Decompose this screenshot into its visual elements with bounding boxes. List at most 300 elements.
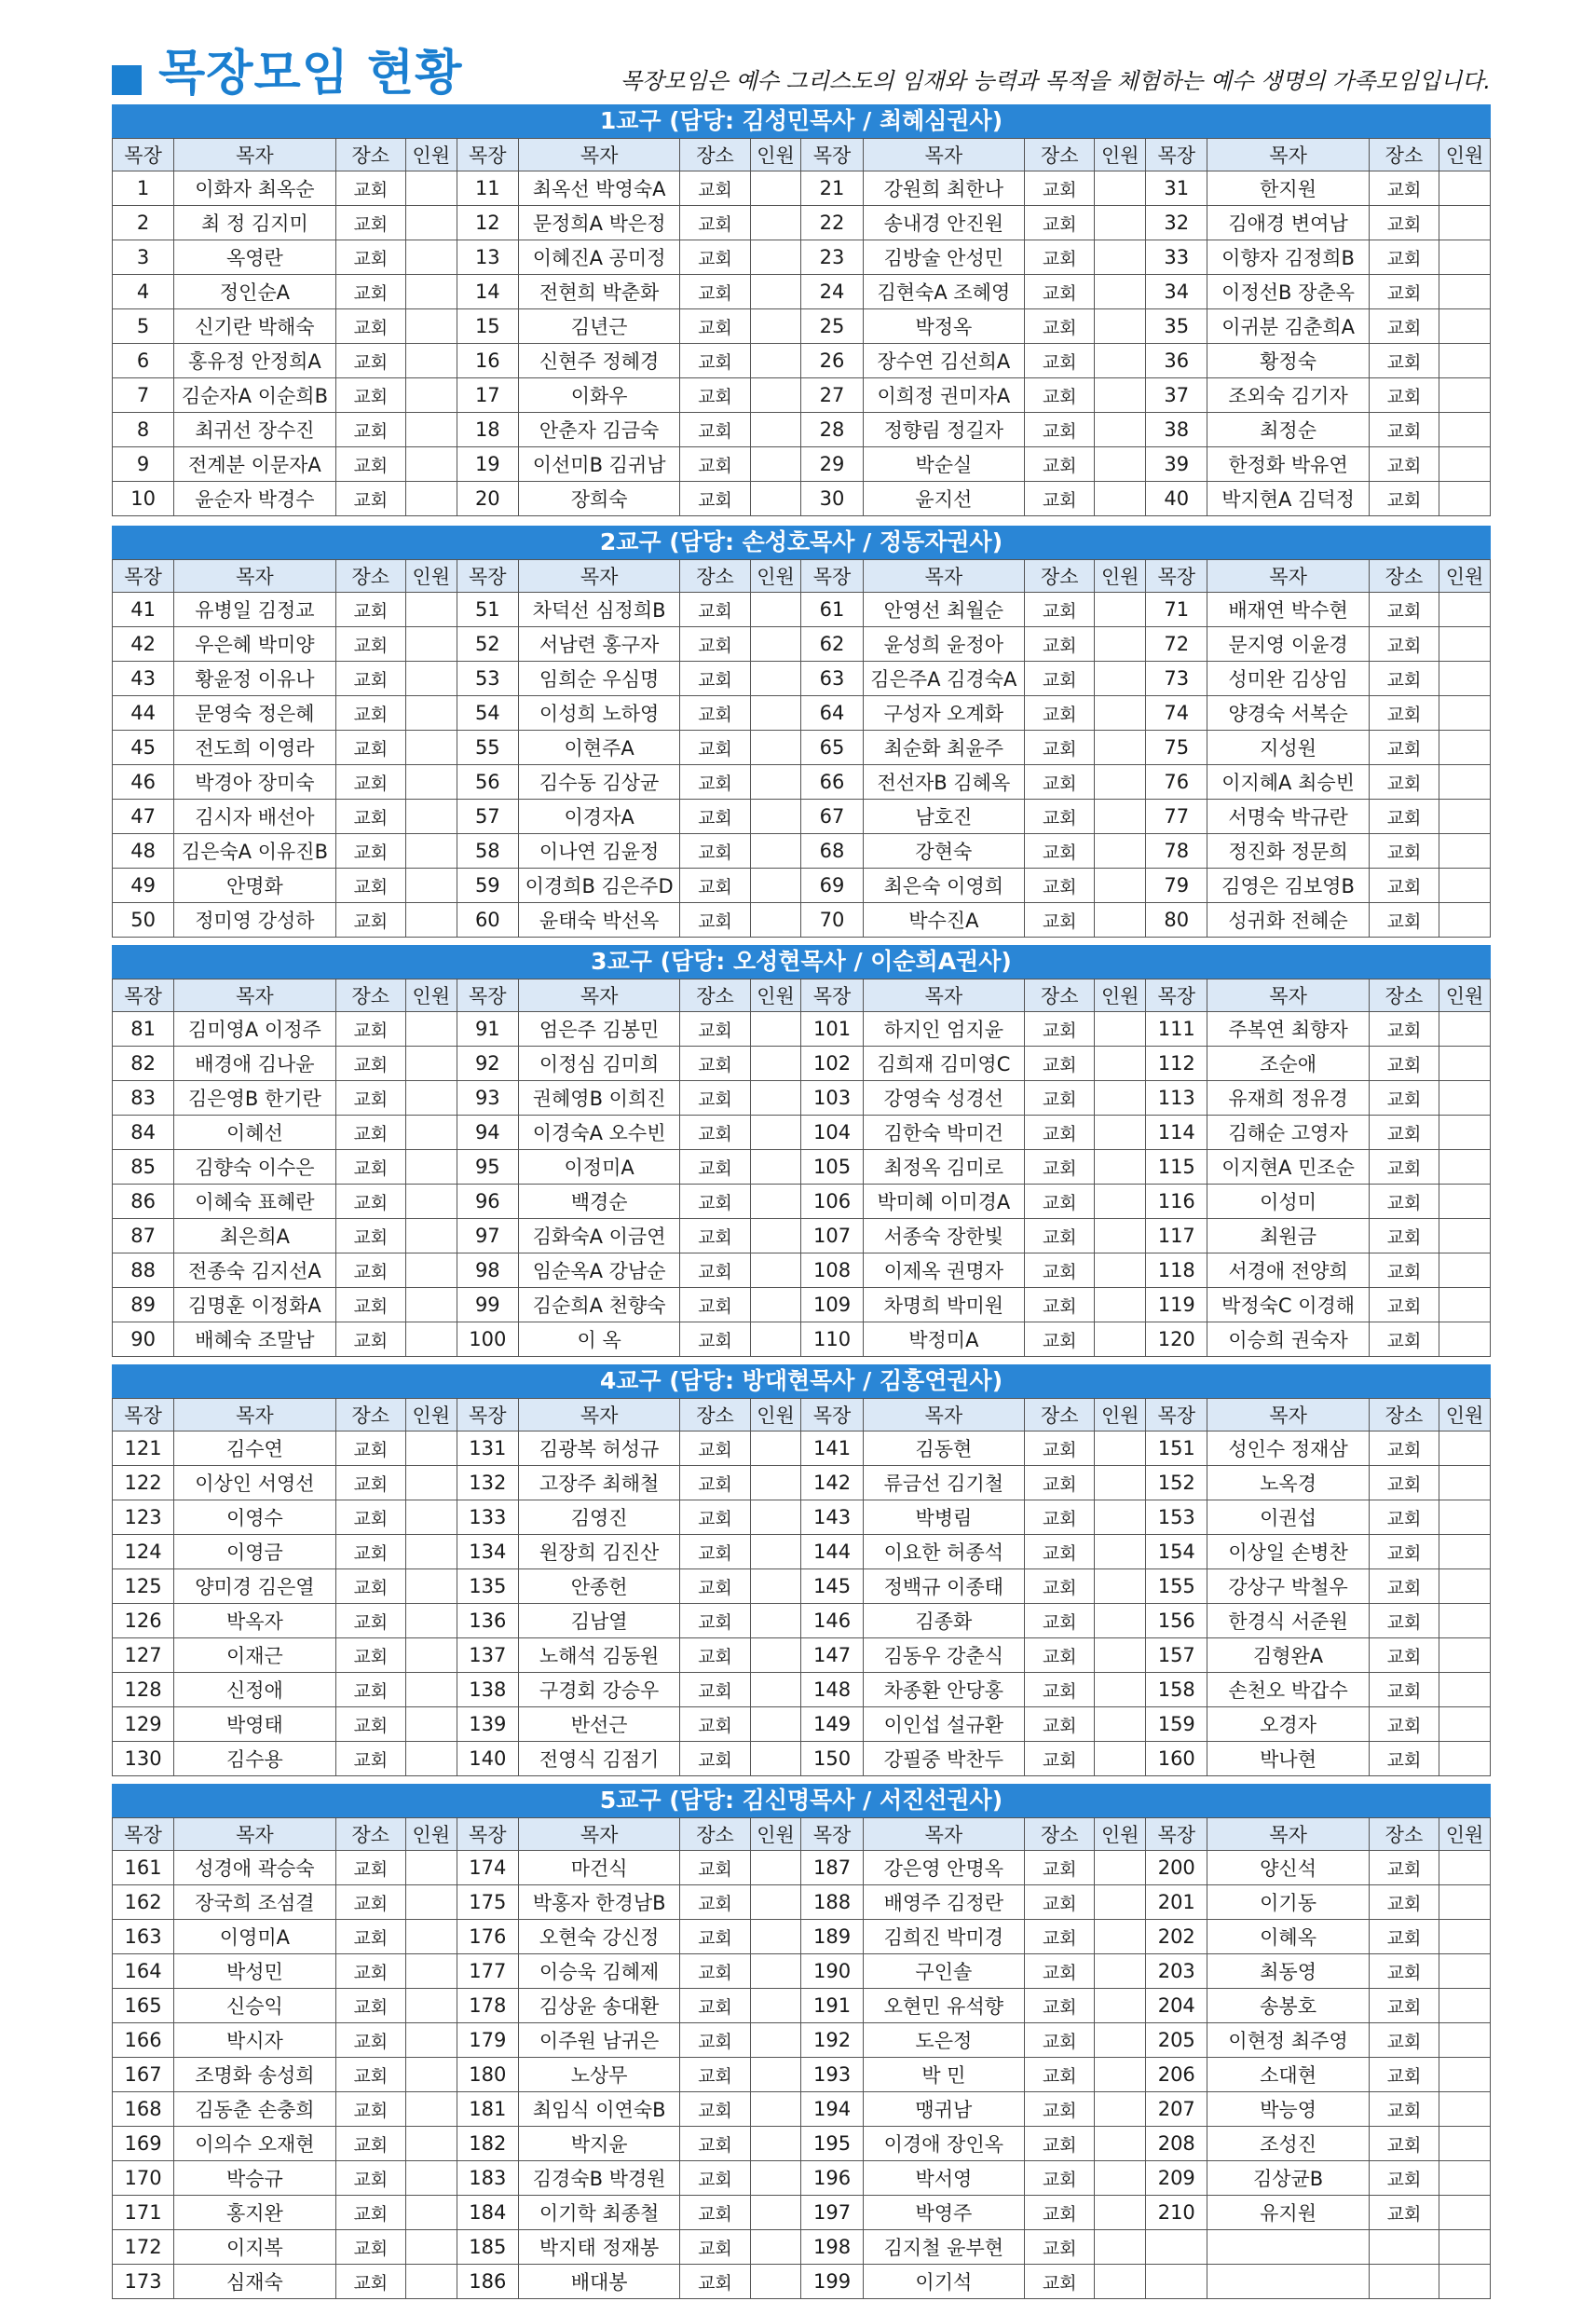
meeting-place: 교회: [680, 2265, 750, 2299]
mokja-names: 주복연 최향자: [1207, 1012, 1369, 1047]
mokjang-number: 196: [801, 2161, 863, 2196]
member-count: [1439, 593, 1491, 627]
mokja-names: 장수연 김선희A: [863, 344, 1024, 378]
member-count: [750, 834, 801, 869]
mokja-names: 이정심 김미희: [518, 1047, 679, 1081]
member-count: [1439, 731, 1491, 765]
mokja-names: 한정화 박유연: [1207, 447, 1369, 482]
mokjang-number: 110: [801, 1322, 863, 1357]
header-count: 인원: [405, 1818, 457, 1851]
meeting-place: 교회: [1369, 1288, 1439, 1322]
mokja-names: 유병일 김정교: [174, 593, 335, 627]
table-row: [113, 1954, 1491, 1989]
table-row: [113, 1116, 1491, 1150]
mokjang-number: 157: [1146, 1638, 1207, 1673]
member-count: [750, 869, 801, 903]
member-count: [1439, 378, 1491, 413]
meeting-place: 교회: [680, 1116, 750, 1150]
header-place: 장소: [680, 1818, 750, 1851]
mokjang-number: 38: [1146, 413, 1207, 447]
header-mokja: 목자: [863, 979, 1024, 1012]
member-count: [1439, 2265, 1491, 2299]
mokjang-number: 131: [457, 1431, 518, 1466]
mokjang-number: 197: [801, 2196, 863, 2230]
meeting-place: 교회: [335, 2023, 405, 2058]
meeting-place: 교회: [680, 696, 750, 731]
meeting-place: 교회: [335, 206, 405, 240]
table-row: [113, 240, 1491, 275]
mokja-names: 이성희 노하영: [518, 696, 679, 731]
meeting-place: 교회: [1369, 1885, 1439, 1920]
meeting-place: 교회: [1369, 627, 1439, 662]
meeting-place: 교회: [1025, 1920, 1095, 1954]
meeting-place: 교회: [1025, 2058, 1095, 2092]
mokjang-number: 137: [457, 1638, 518, 1673]
mokjang-number: 186: [457, 2265, 518, 2299]
mokja-names: 김수동 김상균: [518, 765, 679, 800]
mokjang-number: 210: [1146, 2196, 1207, 2230]
meeting-place: 교회: [335, 309, 405, 344]
mokja-names: 이혜옥: [1207, 1920, 1369, 1954]
mokja-names: 이현주A: [518, 731, 679, 765]
mokja-names: 이귀분 김춘희A: [1207, 309, 1369, 344]
mokjang-number: 46: [113, 765, 174, 800]
meeting-place: 교회: [680, 903, 750, 938]
member-count: [1095, 1322, 1146, 1357]
mokja-names: 김형완A: [1207, 1638, 1369, 1673]
table-row: [113, 627, 1491, 662]
meeting-place: 교회: [335, 1673, 405, 1707]
meeting-place: [1369, 2230, 1439, 2265]
mokja-names: 정진화 정문희: [1207, 834, 1369, 869]
member-count: [1095, 1707, 1146, 1742]
mokjang-number: 68: [801, 834, 863, 869]
mokja-names: 하지인 엄지윤: [863, 1012, 1024, 1047]
header-count: 인원: [405, 139, 457, 171]
meeting-place: 교회: [335, 275, 405, 309]
member-count: [1095, 1673, 1146, 1707]
mokja-names: 고장주 최해철: [518, 1466, 679, 1500]
meeting-place: 교회: [680, 1954, 750, 1989]
mokja-names: 신기란 박해숙: [174, 309, 335, 344]
mokja-names: 김방술 안성민: [863, 240, 1024, 275]
member-count: [1095, 240, 1146, 275]
meeting-place: 교회: [1025, 1431, 1095, 1466]
member-count: [750, 731, 801, 765]
mokja-names: 안춘자 김금숙: [518, 413, 679, 447]
member-count: [1095, 800, 1146, 834]
mokjang-number: 52: [457, 627, 518, 662]
mokjang-number: 54: [457, 696, 518, 731]
mokjang-number: 191: [801, 1989, 863, 2023]
member-count: [750, 482, 801, 516]
member-count: [405, 1920, 457, 1954]
member-count: [750, 1500, 801, 1535]
member-count: [1439, 1219, 1491, 1253]
member-count: [405, 344, 457, 378]
member-count: [1095, 696, 1146, 731]
mokja-names: 이나연 김윤정: [518, 834, 679, 869]
meeting-place: 교회: [1369, 593, 1439, 627]
meeting-place: 교회: [335, 2092, 405, 2127]
mokja-names: 유재희 정유경: [1207, 1081, 1369, 1116]
header-mokja: 목자: [518, 139, 679, 171]
meeting-place: 교회: [1369, 2196, 1439, 2230]
meeting-place: 교회: [335, 1466, 405, 1500]
header-mokja: 목자: [518, 1818, 679, 1851]
mokja-names: 이기학 최종철: [518, 2196, 679, 2230]
mokjang-number: 76: [1146, 765, 1207, 800]
meeting-place: 교회: [335, 1851, 405, 1885]
mokjang-number: 34: [1146, 275, 1207, 309]
header-mokjang: 목장: [457, 1818, 518, 1851]
mokjang-number: 160: [1146, 1742, 1207, 1776]
member-count: [405, 275, 457, 309]
mokja-names: 반선근: [518, 1707, 679, 1742]
meeting-place: 교회: [335, 240, 405, 275]
member-count: [1439, 1954, 1491, 1989]
mokjang-number: 75: [1146, 731, 1207, 765]
member-count: [1439, 240, 1491, 275]
table-row: [113, 1604, 1491, 1638]
header-mokjang: 목장: [801, 560, 863, 593]
header-place: 장소: [1369, 1399, 1439, 1431]
mokjang-number: 155: [1146, 1569, 1207, 1604]
mokja-names: 이희정 권미자A: [863, 378, 1024, 413]
header-count: 인원: [750, 1399, 801, 1431]
mokjang-number: 61: [801, 593, 863, 627]
member-count: [405, 2265, 457, 2299]
mokja-names: 엄은주 김봉민: [518, 1012, 679, 1047]
member-count: [1095, 344, 1146, 378]
mokjang-number: 81: [113, 1012, 174, 1047]
member-count: [1439, 482, 1491, 516]
member-count: [1439, 1012, 1491, 1047]
mokja-names: 김상윤 송대환: [518, 1989, 679, 2023]
meeting-place: 교회: [1025, 593, 1095, 627]
meeting-place: 교회: [335, 2265, 405, 2299]
mokjang-number: 24: [801, 275, 863, 309]
mokja-names: 김수연: [174, 1431, 335, 1466]
header-mokjang: 목장: [113, 139, 174, 171]
mokja-names: 김화숙A 이금연: [518, 1219, 679, 1253]
header-mokjang: 목장: [457, 979, 518, 1012]
mokja-names: 김희진 박미경: [863, 1920, 1024, 1954]
mokja-names: 문영숙 정은혜: [174, 696, 335, 731]
member-count: [405, 869, 457, 903]
meeting-place: 교회: [1369, 1673, 1439, 1707]
mokja-names: 노옥경: [1207, 1466, 1369, 1500]
mokja-names: 김시자 배선아: [174, 800, 335, 834]
mokja-names: 양신석: [1207, 1851, 1369, 1885]
member-count: [405, 765, 457, 800]
mokja-names: 한지원: [1207, 171, 1369, 206]
mokjang-number: 187: [801, 1851, 863, 1885]
table-row: [113, 1989, 1491, 2023]
member-count: [1095, 627, 1146, 662]
meeting-place: 교회: [1369, 1431, 1439, 1466]
header-place: 장소: [1025, 560, 1095, 593]
meeting-place: 교회: [1369, 1116, 1439, 1150]
mokjang-number: 140: [457, 1742, 518, 1776]
mokjang-number: 114: [1146, 1116, 1207, 1150]
mokja-names: 박병림: [863, 1500, 1024, 1535]
header-mokjang: 목장: [113, 979, 174, 1012]
district-title: 2교구 (담당: 손성호목사 / 정동자권사): [112, 526, 1491, 559]
member-count: [405, 1954, 457, 1989]
mokja-names: 이경숙A 오수빈: [518, 1116, 679, 1150]
mokjang-number: 65: [801, 731, 863, 765]
mokja-names: 이정선B 장춘옥: [1207, 275, 1369, 309]
mokjang-number: 64: [801, 696, 863, 731]
mokjang-number: 134: [457, 1535, 518, 1569]
mokjang-number: 174: [457, 1851, 518, 1885]
mokja-names: 이선미B 김귀남: [518, 447, 679, 482]
member-count: [405, 2161, 457, 2196]
mokjang-number: 36: [1146, 344, 1207, 378]
member-count: [1095, 1466, 1146, 1500]
member-count: [750, 1989, 801, 2023]
member-count: [405, 627, 457, 662]
mokja-names: 김순희A 천향숙: [518, 1288, 679, 1322]
mokja-names: 맹귀남: [863, 2092, 1024, 2127]
member-count: [750, 240, 801, 275]
member-count: [405, 447, 457, 482]
member-count: [750, 903, 801, 938]
table-row: [113, 275, 1491, 309]
mokja-names: 박영주: [863, 2196, 1024, 2230]
member-count: [1095, 1989, 1146, 2023]
mokja-names: 전도희 이영라: [174, 731, 335, 765]
meeting-place: 교회: [335, 593, 405, 627]
header-place: 장소: [1369, 1818, 1439, 1851]
meeting-place: 교회: [335, 378, 405, 413]
meeting-place: 교회: [335, 1253, 405, 1288]
mokjang-number: 165: [113, 1989, 174, 2023]
mokja-names: 최 정 김지미: [174, 206, 335, 240]
meeting-place: 교회: [680, 1253, 750, 1288]
mokjang-number: 120: [1146, 1322, 1207, 1357]
table-row: [113, 800, 1491, 834]
member-count: [750, 1288, 801, 1322]
member-count: [750, 1569, 801, 1604]
meeting-place: 교회: [680, 2058, 750, 2092]
meeting-place: 교회: [1369, 1322, 1439, 1357]
mokja-names: 이혜선: [174, 1116, 335, 1150]
meeting-place: 교회: [335, 834, 405, 869]
mokja-names: 최옥선 박영숙A: [518, 171, 679, 206]
mokjang-number: 92: [457, 1047, 518, 1081]
header-count: 인원: [750, 139, 801, 171]
meeting-place: [1369, 2265, 1439, 2299]
member-count: [405, 1219, 457, 1253]
header-place: 장소: [1025, 139, 1095, 171]
member-count: [405, 2058, 457, 2092]
member-count: [405, 309, 457, 344]
mokja-names: 강현숙: [863, 834, 1024, 869]
meeting-place: 교회: [1025, 2161, 1095, 2196]
mokjang-number: 106: [801, 1185, 863, 1219]
mokja-names: 우은혜 박미양: [174, 627, 335, 662]
member-count: [1095, 1012, 1146, 1047]
district-table: [112, 979, 1491, 1357]
meeting-place: 교회: [680, 2127, 750, 2161]
meeting-place: 교회: [1369, 1742, 1439, 1776]
mokja-names: 윤태숙 박선옥: [518, 903, 679, 938]
district-block: [112, 1364, 1491, 1776]
mokjang-number: 208: [1146, 2127, 1207, 2161]
table-row: [113, 2230, 1491, 2265]
mokjang-number: 135: [457, 1569, 518, 1604]
member-count: [1095, 482, 1146, 516]
member-count: [405, 1012, 457, 1047]
header-mokjang: 목장: [801, 1818, 863, 1851]
mokjang-number: 200: [1146, 1851, 1207, 1885]
mokjang-number: 35: [1146, 309, 1207, 344]
mokjang-number: 111: [1146, 1012, 1207, 1047]
meeting-place: 교회: [680, 1604, 750, 1638]
mokja-names: 이향자 김정희B: [1207, 240, 1369, 275]
mokjang-number: 43: [113, 662, 174, 696]
mokjang-number: 80: [1146, 903, 1207, 938]
meeting-place: 교회: [1025, 1673, 1095, 1707]
mokjang-number: 11: [457, 171, 518, 206]
mokjang-number: 15: [457, 309, 518, 344]
member-count: [1439, 275, 1491, 309]
meeting-place: 교회: [1025, 1288, 1095, 1322]
mokjang-number: 194: [801, 2092, 863, 2127]
mokjang-number: 172: [113, 2230, 174, 2265]
mokja-names: 이경자A: [518, 800, 679, 834]
member-count: [750, 1604, 801, 1638]
header-place: 장소: [335, 560, 405, 593]
mokja-names: 이상인 서영선: [174, 1466, 335, 1500]
meeting-place: 교회: [680, 413, 750, 447]
mokjang-number: 98: [457, 1253, 518, 1288]
district-title: 5교구 (담당: 김신명목사 / 서진선권사): [112, 1784, 1491, 1817]
meeting-place: 교회: [1025, 1500, 1095, 1535]
table-row: [113, 171, 1491, 206]
table-row: [113, 593, 1491, 627]
member-count: [1095, 869, 1146, 903]
mokja-names: 이정미A: [518, 1150, 679, 1185]
member-count: [1095, 1604, 1146, 1638]
mokja-names: 전계분 이문자A: [174, 447, 335, 482]
member-count: [405, 1673, 457, 1707]
table-row: [113, 903, 1491, 938]
mokjang-number: 29: [801, 447, 863, 482]
meeting-place: 교회: [335, 1954, 405, 1989]
header-mokja: 목자: [863, 139, 1024, 171]
member-count: [1095, 593, 1146, 627]
meeting-place: 교회: [680, 1466, 750, 1500]
meeting-place: 교회: [335, 1012, 405, 1047]
mokja-names: 최순화 최윤주: [863, 731, 1024, 765]
mokjang-number: 147: [801, 1638, 863, 1673]
mokja-names: 박영태: [174, 1707, 335, 1742]
mokjang-number: 56: [457, 765, 518, 800]
mokja-names: 박성민: [174, 1954, 335, 1989]
header-place: 장소: [335, 1399, 405, 1431]
member-count: [1439, 1673, 1491, 1707]
header-place: 장소: [335, 1818, 405, 1851]
mokjang-number: 4: [113, 275, 174, 309]
mokja-names: 이 옥: [518, 1322, 679, 1357]
header-place: 장소: [335, 139, 405, 171]
member-count: [750, 2161, 801, 2196]
member-count: [750, 1673, 801, 1707]
mokjang-number: 21: [801, 171, 863, 206]
member-count: [405, 2196, 457, 2230]
header-count: 인원: [1439, 560, 1491, 593]
member-count: [1095, 1569, 1146, 1604]
meeting-place: 교회: [1025, 1742, 1095, 1776]
header-mokja: 목자: [174, 560, 335, 593]
meeting-place: 교회: [680, 344, 750, 378]
meeting-place: 교회: [335, 765, 405, 800]
header-place: 장소: [1369, 979, 1439, 1012]
mokjang-number: 132: [457, 1466, 518, 1500]
mokjang-number: 1: [113, 171, 174, 206]
header-count: 인원: [1439, 1818, 1491, 1851]
meeting-place: 교회: [680, 1569, 750, 1604]
mokja-names: 손천오 박갑수: [1207, 1673, 1369, 1707]
mokjang-number: 112: [1146, 1047, 1207, 1081]
header-count: 인원: [1095, 560, 1146, 593]
mokjang-number: 57: [457, 800, 518, 834]
meeting-place: 교회: [1369, 482, 1439, 516]
mokja-names: 윤지선: [863, 482, 1024, 516]
member-count: [1095, 1185, 1146, 1219]
table-row: [113, 447, 1491, 482]
column-header-row: [113, 1818, 1491, 1851]
meeting-place: 교회: [335, 1500, 405, 1535]
mokja-names: 박지윤: [518, 2127, 679, 2161]
mokja-names: 김영은 김보영B: [1207, 869, 1369, 903]
mokja-names: 홍유정 안정희A: [174, 344, 335, 378]
meeting-place: 교회: [1025, 1466, 1095, 1500]
meeting-place: 교회: [1369, 206, 1439, 240]
member-count: [1095, 2196, 1146, 2230]
meeting-place: 교회: [335, 1707, 405, 1742]
meeting-place: 교회: [1369, 1150, 1439, 1185]
meeting-place: 교회: [680, 171, 750, 206]
mokjang-number: 12: [457, 206, 518, 240]
mokjang-number: 37: [1146, 378, 1207, 413]
mokja-names: 서종숙 장한빛: [863, 1219, 1024, 1253]
mokja-names: 전영식 김점기: [518, 1742, 679, 1776]
mokjang-number: 19: [457, 447, 518, 482]
table-row: [113, 1742, 1491, 1776]
meeting-place: 교회: [1025, 800, 1095, 834]
mokja-names: 박정숙C 이경해: [1207, 1288, 1369, 1322]
table-row: [113, 2265, 1491, 2299]
table-row: [113, 2092, 1491, 2127]
mokjang-number: 167: [113, 2058, 174, 2092]
header-mokja: 목자: [518, 979, 679, 1012]
mokja-names: 김미영A 이정주: [174, 1012, 335, 1047]
table-row: [113, 344, 1491, 378]
mokja-names: 안영선 최월순: [863, 593, 1024, 627]
mokja-names: 오경자: [1207, 1707, 1369, 1742]
table-row: [113, 1920, 1491, 1954]
header-mokja: 목자: [863, 1399, 1024, 1431]
mokjang-number: 204: [1146, 1989, 1207, 2023]
mokja-names: 오현숙 강신정: [518, 1920, 679, 1954]
mokjang-number: 91: [457, 1012, 518, 1047]
meeting-place: 교회: [1369, 240, 1439, 275]
mokja-names: 강필중 박찬두: [863, 1742, 1024, 1776]
